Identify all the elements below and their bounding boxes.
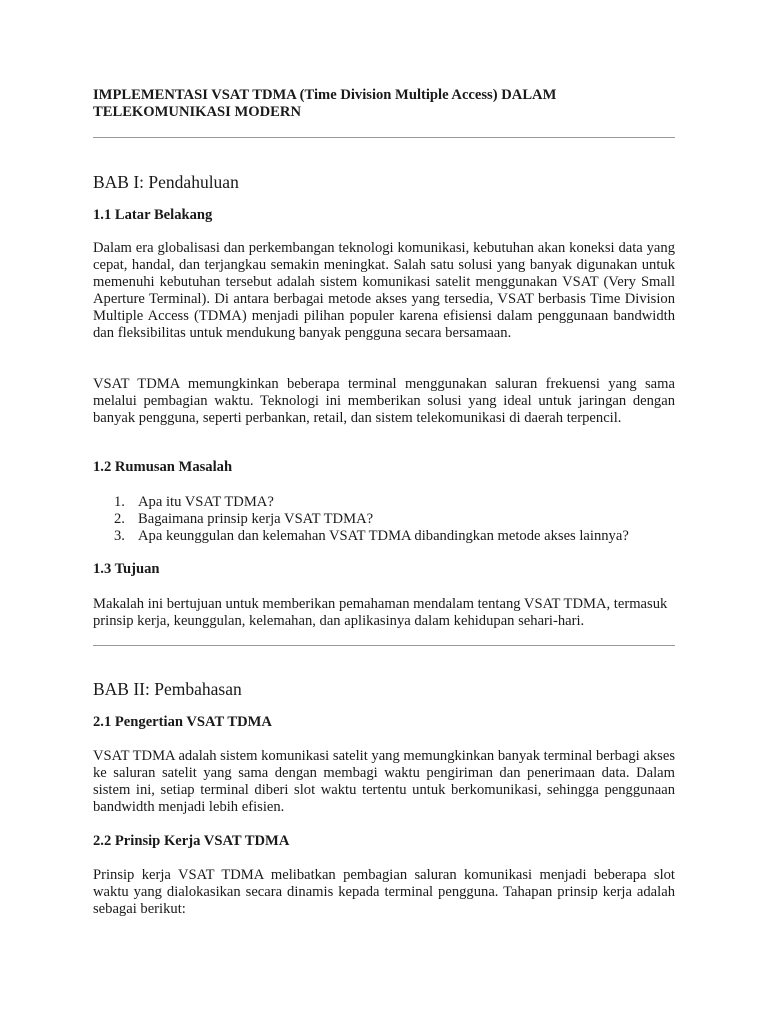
- list-item: [93, 528, 675, 545]
- section-1-1-paragraph-1: Dalam era globalisasi dan perkembangan teknologi komunikasi, kebutuhan akan koneksi data yang cepat, handal, dan terjangkau semakin meningkat. Salah satu solusi yang banyak digunakan untuk memenuhi kebutuhan tersebut adalah sistem komunikasi satelit menggunakan VSAT (Very Small Aperture Terminal). Di antara berbagai metode akses yang tersedia, VSAT berbasis Time Division Multiple Access (TDMA) menjadi pilihan populer karena efisiensi dalam penggunaan bandwidth dan fleksibilitas untuk mendukung banyak pengguna secara bersamaan.: [93, 240, 675, 341]
- list-item-text: Apa itu VSAT TDMA?: [138, 494, 274, 510]
- horizontal-divider: [93, 137, 675, 138]
- section-1-1-heading: 1.1 Latar Belakang: [93, 207, 213, 223]
- problem-list: [93, 494, 675, 545]
- list-item-text: Apa keunggulan dan kelemahan VSAT TDMA dibandingkan metode akses lainnya?: [138, 528, 629, 544]
- list-item: [93, 511, 675, 528]
- section-2-1-paragraph-1: VSAT TDMA adalah sistem komunikasi satelit yang memungkinkan banyak terminal berbagi akses ke saluran satelit yang sama dengan membagi waktu pengiriman dan penerimaan data. Dalam sistem ini, setiap terminal diberi slot waktu tertentu untuk berkomunikasi, sehingga penggunaan bandwidth menjadi lebih efisien.: [93, 748, 675, 815]
- list-item-text: Bagaimana prinsip kerja VSAT TDMA?: [138, 511, 374, 527]
- chapter-1-heading: BAB I: Pendahuluan: [93, 172, 239, 192]
- document-title: IMPLEMENTASI VSAT TDMA (Time Division Multiple Access) DALAM TELEKOMUNIKASI MODERN: [93, 87, 557, 120]
- section-1-1-paragraph-2: VSAT TDMA memungkinkan beberapa terminal menggunakan saluran frekuensi yang sama melalui pembagian waktu. Teknologi ini memberikan solusi yang ideal untuk jaringan dengan banyak pengguna, seperti perbankan, retail, dan sistem telekomunikasi di daerah terpencil.: [93, 376, 675, 426]
- section-2-1-heading: 2.1 Pengertian VSAT TDMA: [93, 714, 272, 730]
- section-1-3-paragraph-1: Makalah ini bertujuan untuk memberikan pemahaman mendalam tentang VSAT TDMA, termasuk prinsip kerja, keunggulan, kelemahan, dan aplikasinya dalam kehidupan sehari-hari.: [93, 596, 668, 629]
- list-item-number: 3.: [114, 528, 125, 544]
- list-item: [93, 494, 675, 511]
- chapter-2-heading: BAB II: Pembahasan: [93, 679, 242, 699]
- list-item-number: 2.: [114, 511, 125, 527]
- section-2-2-paragraph-1: Prinsip kerja VSAT TDMA melibatkan pembagian saluran komunikasi menjadi beberapa slot waktu yang dialokasikan secara dinamis kepada terminal pengguna. Tahapan prinsip kerja adalah sebagai berikut:: [93, 867, 675, 917]
- horizontal-divider: [93, 645, 675, 646]
- section-1-2-heading: 1.2 Rumusan Masalah: [93, 459, 233, 475]
- list-item-number: 1.: [114, 494, 125, 510]
- section-2-2-heading: 2.2 Prinsip Kerja VSAT TDMA: [93, 833, 290, 849]
- section-1-3-heading: 1.3 Tujuan: [93, 561, 160, 577]
